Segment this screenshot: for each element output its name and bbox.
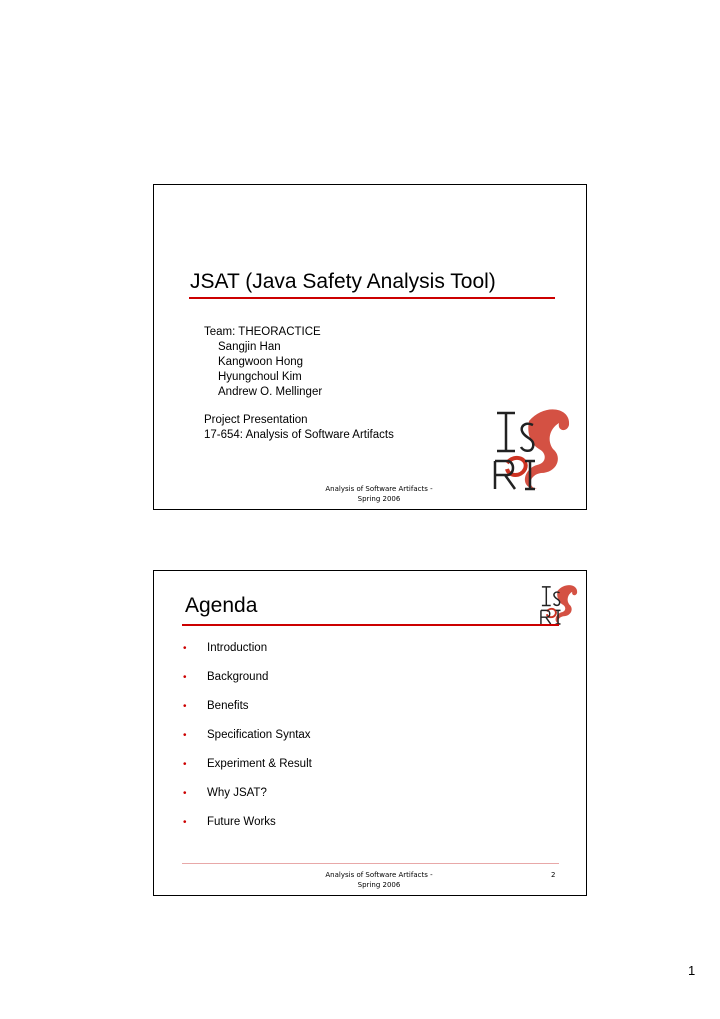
footer-divider xyxy=(182,863,559,864)
slide-2 xyxy=(153,570,587,896)
team-member: Andrew O. Mellinger xyxy=(218,386,323,398)
presentation-label: Project Presentation xyxy=(204,414,308,426)
agenda-item: • Specification Syntax xyxy=(183,729,311,741)
slide-1-title: JSAT (Java Safety Analysis Tool) xyxy=(190,270,496,293)
course-label: 17-654: Analysis of Software Artifacts xyxy=(204,429,394,441)
bullet-icon: • xyxy=(183,643,187,654)
team-member: Hyungchoul Kim xyxy=(218,371,302,383)
bullet-icon: • xyxy=(183,759,187,770)
agenda-item: • Why JSAT? xyxy=(183,787,267,799)
slide-footer: Analysis of Software Artifacts - Spring 2006 xyxy=(325,485,433,503)
team-member: Kangwoon Hong xyxy=(218,356,304,368)
agenda-list xyxy=(182,641,312,844)
agenda-item: • Future Works xyxy=(183,816,276,828)
agenda-item: • Experiment & Result xyxy=(183,758,312,770)
page-number: 1 xyxy=(688,963,696,978)
slide-1 xyxy=(153,184,587,510)
bullet-icon: • xyxy=(183,730,187,741)
agenda-item: • Background xyxy=(183,671,269,683)
bullet-icon: • xyxy=(183,817,187,828)
bullet-icon: • xyxy=(183,788,187,799)
title-underline xyxy=(189,297,555,299)
bullet-icon: • xyxy=(183,672,187,683)
team-member: Sangjin Han xyxy=(218,341,281,353)
agenda-item: • Introduction xyxy=(183,642,268,654)
title-underline xyxy=(182,624,559,626)
agenda-item: • Benefits xyxy=(183,700,249,712)
slide-2-title: Agenda xyxy=(185,594,258,617)
isri-logo-icon xyxy=(489,403,579,493)
bullet-icon: • xyxy=(183,701,187,712)
isri-logo-icon xyxy=(538,581,582,627)
slide-number: 2 xyxy=(551,871,556,879)
slide-footer: Analysis of Software Artifacts - Spring 2006 xyxy=(325,871,433,889)
team-label: Team: THEORACTICE xyxy=(204,326,321,338)
